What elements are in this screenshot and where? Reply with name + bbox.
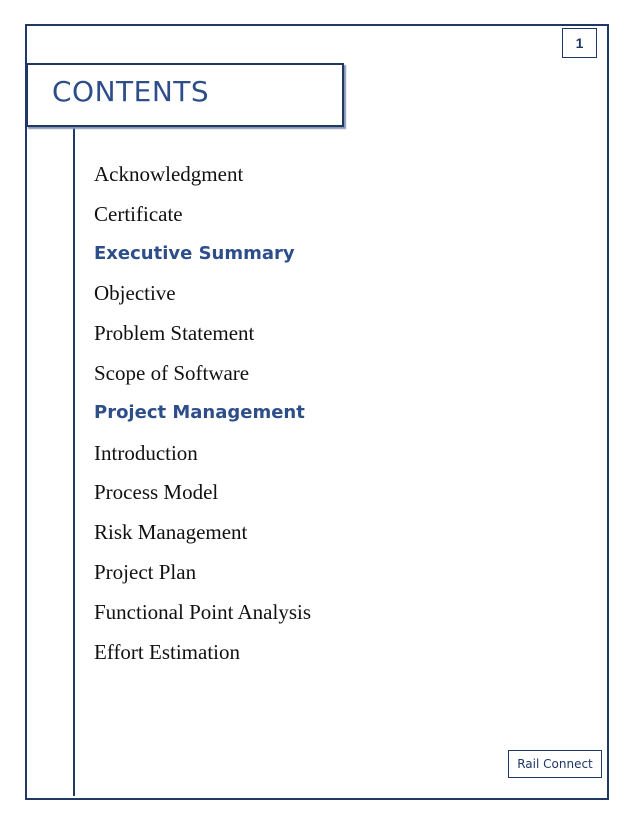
table-of-contents xyxy=(94,158,311,675)
toc-item-problem-statement: Problem Statement xyxy=(94,321,255,346)
toc-item-scope-of-software: Scope of Software xyxy=(94,360,250,385)
page-title: CONTENTS xyxy=(52,75,210,108)
toc-item-certificate: Certificate xyxy=(94,201,183,226)
toc-item-risk-management: Risk Management xyxy=(94,520,248,545)
toc-item-functional-point-analysis: Functional Point Analysis xyxy=(94,599,312,624)
toc-item-acknowledgment: Acknowledgment xyxy=(94,162,244,186)
contents-heading-box xyxy=(26,63,344,127)
page-number: 1 xyxy=(562,28,597,58)
toc-item-effort-estimation: Effort Estimation xyxy=(94,639,241,664)
toc-item-objective: Objective xyxy=(94,281,176,306)
toc-item-project-plan: Project Plan xyxy=(94,559,197,584)
toc-item-introduction: Introduction xyxy=(94,440,198,465)
footer-project-name: Rail Connect xyxy=(508,750,602,778)
margin-rule xyxy=(73,126,75,796)
toc-section-project-management: Project Management xyxy=(94,401,305,423)
toc-section-executive-summary: Executive Summary xyxy=(94,242,295,264)
toc-item-process-model: Process Model xyxy=(94,480,219,505)
